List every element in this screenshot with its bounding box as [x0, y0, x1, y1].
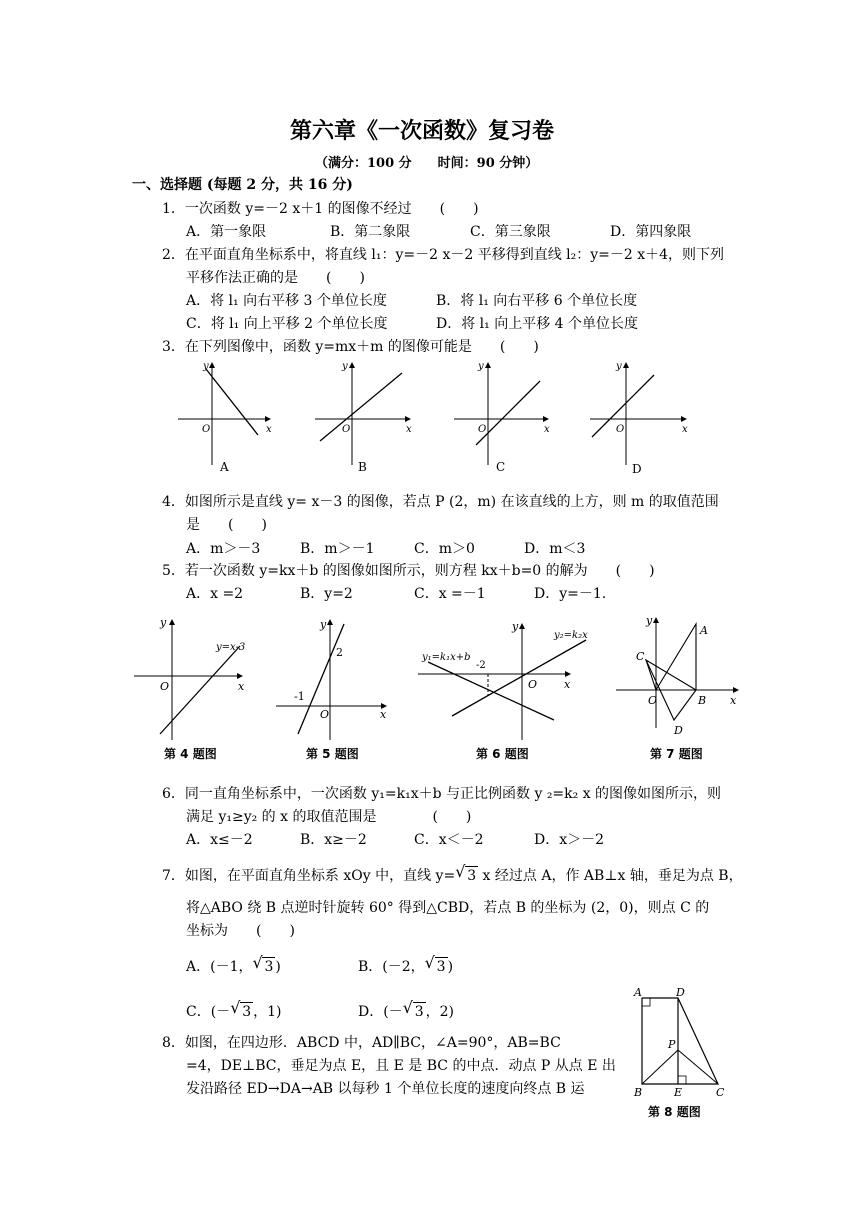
fig4-origin: O: [160, 680, 170, 693]
q3-graph-a: [178, 361, 272, 474]
fig7-point-a: A: [700, 624, 708, 637]
q3d-y-label: y: [616, 361, 622, 372]
fig8-point-p: P: [668, 1038, 676, 1051]
q1-option-c: C．第三象限: [470, 224, 551, 240]
q2-stem-line1: 2．在平面直角坐标系中，将直线 l₁：y=－2 x－2 平移得到直线 l₂：y=－2 x＋4，则下列: [162, 247, 725, 263]
q3-label-a: A: [220, 460, 229, 474]
fig5-y-label: y: [320, 618, 327, 631]
figure-4: [134, 616, 245, 761]
fig5-x-label: x: [380, 708, 387, 721]
q6-stem-line1: 6．同一直角坐标系中，一次函数 y₁=k₁x＋b 与正比例函数 y ₂=k₂ x 的图像如图所示，则: [162, 786, 722, 802]
q6-option-c: C．x＜－2: [414, 832, 484, 848]
fig7-origin: O: [648, 694, 658, 707]
fig7-point-c: C: [636, 650, 645, 663]
q2-option-b: B．将 l₁ 向右平移 6 个单位长度: [436, 293, 638, 309]
q3a-y-label: y: [203, 361, 209, 372]
q3-label-d: D: [632, 462, 642, 476]
q6-option-b: B．x≥－2: [300, 832, 367, 848]
q3a-origin: O: [202, 424, 211, 435]
fig7-y-label: y: [646, 614, 653, 627]
q3d-x-label: x: [682, 424, 688, 435]
q7-option-a: A．(－1， √ 3 ): [186, 953, 281, 975]
q1-option-a: A．第一象限: [186, 224, 267, 240]
fig7-point-d: D: [674, 724, 683, 737]
q4-option-b: B．m＞－1: [300, 541, 375, 557]
q7-stem-part-b: x 经过点 A，作 AB⊥x 轴，垂足为点 B，: [478, 868, 743, 884]
fig6-line2-label: y₂=k₂x: [554, 630, 588, 641]
q6-stem-line2: 满足 y₁≥y₂ 的 x 的取值范围是 ( ): [186, 809, 472, 825]
fig6-x-label: x: [564, 678, 571, 691]
q3a-x-label: x: [266, 424, 272, 435]
q8-line2: =4，DE⊥BC，垂足为点 E，且 E 是 BC 的中点．动点 P 从点 E 出: [186, 1058, 616, 1074]
fig6-line1-label: y₁=k₁x+b: [422, 652, 471, 663]
q1-stem: 1．一次函数 y=－2 x＋1 的图像不经过 ( ): [162, 201, 479, 217]
fig8-point-c: C: [716, 1086, 725, 1099]
fig6-y-label: y: [512, 620, 519, 633]
figures-row: [130, 610, 750, 770]
fig6-caption: 第 6 题图: [476, 747, 529, 761]
q3d-origin: O: [616, 424, 625, 435]
fig8-point-b: B: [634, 1086, 643, 1099]
q5-option-c: C．x =－1: [414, 586, 486, 602]
q7-option-c: C．(－ √ 3 ，1): [186, 998, 282, 1020]
figure-6: [418, 620, 588, 761]
q5-option-a: A．x =2: [186, 586, 244, 602]
fig8-caption: 第 8 题图: [648, 1105, 701, 1119]
figure-5: [276, 618, 387, 761]
q6-option-a: A．x≤－2: [186, 832, 253, 848]
fig5-x-intercept: -1: [294, 690, 305, 703]
q3-graph-d: [590, 361, 688, 476]
q2-option-c: C．将 l₁ 向上平移 2 个单位长度: [186, 316, 388, 332]
q3-graph-b: [315, 361, 412, 474]
figure-8: [630, 984, 730, 1124]
fig5-y-intercept: 2: [336, 646, 343, 659]
q2-stem-line2: 平移作法正确的是 ( ): [186, 270, 365, 286]
fig6-origin: O: [528, 678, 538, 691]
q7-option-d: D．(－ √ 3 ，2): [358, 998, 454, 1020]
q3-label-b: B: [358, 460, 367, 474]
q4-option-c: C．m＞0: [414, 541, 475, 557]
q3c-origin: O: [478, 424, 487, 435]
q7-stem-part-a: 7．如图，在平面直角坐标系 xOy 中，直线 y=: [162, 868, 456, 884]
q3b-y-label: y: [342, 361, 348, 372]
q7-sqrt3: √ 3: [455, 862, 477, 884]
q3-label-c: C: [496, 460, 506, 474]
fig4-x-label: x: [238, 680, 245, 693]
q3-graph-c: [454, 361, 550, 474]
q8-line3: 发沿路径 ED→DA→AB 以每秒 1 个单位长度的速度向终点 B 运: [186, 1081, 585, 1097]
q5-option-b: B．y=2: [300, 586, 353, 602]
fig4-caption: 第 4 题图: [164, 747, 217, 761]
fig5-caption: 第 5 题图: [306, 747, 359, 761]
q3-stem: 3．在下列图像中，函数 y=mx＋m 的图像可能是 ( ): [162, 339, 539, 355]
fig8-point-e: E: [674, 1086, 683, 1099]
q7-stem-line2: 将△ABO 绕 B 点逆时针旋转 60° 得到△CBD，若点 B 的坐标为 (2，0)，则点 C 的: [186, 900, 710, 916]
q3b-origin: O: [342, 424, 351, 435]
q5-stem: 5．若一次函数 y=kx＋b 的图像如图所示，则方程 kx＋b=0 的解为 ( ): [162, 563, 655, 579]
fig7-x-label: x: [730, 694, 737, 707]
section-heading: 一、选择题 (每题 2 分，共 16 分): [132, 177, 353, 193]
fig7-point-b: B: [698, 694, 707, 707]
q2-option-a: A．将 l₁ 向右平移 3 个单位长度: [186, 293, 387, 309]
q5-option-d: D．y=－1.: [534, 586, 607, 602]
q7-stem-line1: [162, 862, 743, 885]
fig5-origin: O: [320, 708, 330, 721]
fig4-line-label: y=x-3: [216, 642, 246, 653]
q3-graphs: [170, 355, 710, 480]
q4-stem-line2: 是 ( ): [186, 517, 267, 533]
fig7-caption: 第 7 题图: [650, 747, 703, 761]
fig6-x-intercept: -2: [476, 660, 486, 671]
q8-line1: 8．如图，在四边形．ABCD 中，AD∥BC，∠A=90°，AB=BC: [162, 1035, 561, 1051]
fig8-point-d: D: [676, 986, 685, 999]
q1-option-b: B．第二象限: [330, 224, 411, 240]
q1-option-d: D．第四象限: [610, 224, 692, 240]
q3c-x-label: x: [544, 424, 550, 435]
q3b-x-label: x: [406, 424, 412, 435]
q4-option-d: D．m＜3: [524, 541, 586, 557]
fig4-y-label: y: [160, 616, 167, 629]
figure-7: [616, 614, 738, 761]
q7-option-b: B．(－2， √ 3 ): [358, 953, 454, 975]
fig8-point-a: A: [634, 986, 642, 999]
q6-option-d: D．x＞－2: [534, 832, 605, 848]
page-title: 第六章《一次函数》复习卷: [290, 119, 555, 144]
q4-option-a: A．m＞－3: [186, 541, 261, 557]
q7-stem-line3: 坐标为 ( ): [186, 923, 295, 939]
q4-stem-line1: 4．如图所示是直线 y= x－3 的图像，若点 P (2，m) 在该直线的上方，则 m 的取值范围: [162, 494, 719, 510]
page-subtitle: （满分：100 分 时间：90 分钟）: [315, 156, 539, 171]
q2-option-d: D．将 l₁ 向上平移 4 个单位长度: [436, 316, 639, 332]
q3c-y-label: y: [478, 361, 484, 372]
